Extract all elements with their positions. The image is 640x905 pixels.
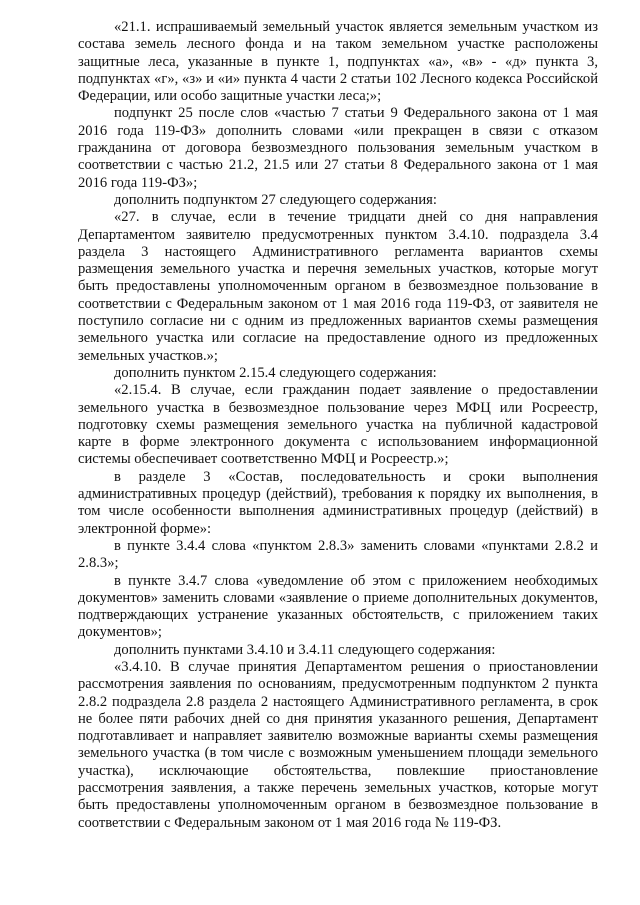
- paragraph-add-2-15-4-intro: дополнить пунктом 2.15.4 следующего содержания:: [114, 364, 437, 381]
- paragraph-2-15-4: «2.15.4. В случае, если гражданин подает заявление о предоставлении земельного участка в безвозмездное пользование через МФЦ или Росреестр, подготовку схемы размещения земельного участка на публичной кадастровой карте в форме электронного документа с использованием информационной системы обеспечивает соответственно МФЦ и Росреестр.»;: [78, 382, 598, 468]
- paragraph-subpoint-27: «27. в случае, если в течение тридцати дней со дня направления Департаментом заявителю предусмотренных пунктом 3.4.10. подраздела 3.4 раздела 3 настоящего Административного регламента вариантов схемы размещения земельного участка и перечня земельных участков, которые могут быть предоставлены уполномоченным органом в безвозмездное пользование в соответствии с Федеральным законом от 1 мая 2016 года 119-ФЗ, от заявителя не поступило согласие ни с одним из предложенных вариантов схемы размещения земельного участка или согласие на предоставление одного из предложенных земельных участков.»;: [78, 209, 598, 364]
- paragraph-add-subpoint-27-intro: дополнить подпунктом 27 следующего содержания:: [114, 191, 437, 208]
- paragraph-subpoint-25: подпункт 25 после слов «частью 7 статьи 9 Федерального закона от 1 мая 2016 года 119-ФЗ» дополнить словами «или прекращен в связи с отказом гражданина от договора безвозмездного пользования земельным участком в соответствии с частью 21.2, 21.5 или 27 статьи 8 Федерального закона от 1 мая 2016 года 119-ФЗ»;: [78, 105, 598, 191]
- paragraph-section-3: в разделе 3 «Состав, последовательность и сроки выполнения административных процедур (действий), требования к порядку их выполнения, в том числе особенности выполнения административных процедур (действий) в электронной форме»:: [78, 468, 598, 537]
- paragraph-add-3-4-10-intro: дополнить пунктами 3.4.10 и 3.4.11 следующего содержания:: [114, 641, 496, 658]
- paragraph-21-1: «21.1. испрашиваемый земельный участок является земельным участком из состава земель лесного фонда и на таком земельном участке расположены защитные леса, указанные в пункте 1, подпунктах «а», «в» - «д» пункта 3, подпунктах «г», «з» и «и» пункта 4 части 2 статьи 102 Лесного кодекса Российской Федерации, или особо защитные участки леса;»;: [78, 19, 598, 105]
- paragraph-3-4-7: в пункте 3.4.7 слова «уведомление об этом с приложением необходимых документов» заменить словами «заявление о приеме дополнительных документов, подтверждающих устранение указанных обстоятельств, с приложением таких документов»;: [78, 572, 598, 641]
- paragraph-3-4-4: в пункте 3.4.4 слова «пунктом 2.8.3» заменить словами «пунктами 2.8.2 и 2.8.3»;: [78, 537, 598, 572]
- paragraph-3-4-10: «3.4.10. В случае принятия Департаментом решения о приостановлении рассмотрения заявления по основаниям, предусмотренным подпунктом 2 пункта 2.8.2 подраздела 2.8 раздела 2 настоящего Административного регламента, в срок не более пяти рабочих дней со дня принятия указанного решения, Департамент подготавливает и направляет заявителю возможные варианты схемы размещения земельного участка (в том числе с возможным уменьшением площади земельного участка), исключающие обстоятельства, повлекшие приостановление рассмотрения заявления, а также перечень земельных участков, которые могут быть предоставлены уполномоченным органом в безвозмездное пользование в соответствии с Федеральным законом от 1 мая 2016 года № 119-ФЗ.: [78, 658, 598, 831]
- document-body: [78, 19, 598, 832]
